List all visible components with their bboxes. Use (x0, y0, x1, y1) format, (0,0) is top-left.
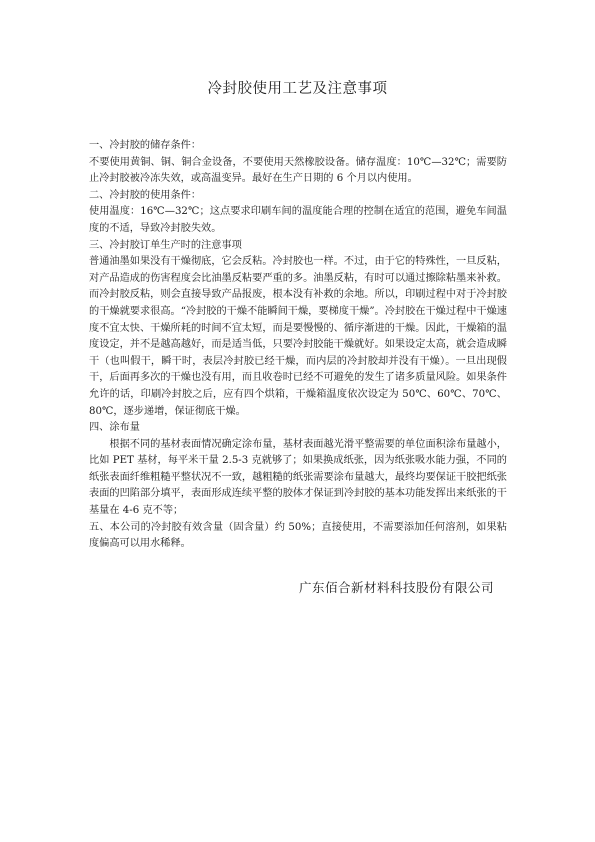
section-paragraph-content: 五、本公司的冷封胶有效含量（固含量）约 50%；直接使用，不需要添加任何溶剂，如果粘度偏高可以用水稀释。 (89, 521, 507, 550)
section-paragraph-production: 普通油墨如果没有干燥彻底，它会反粘。冷封胶也一样。不过，由于它的特殊性，一旦反粘，对产品造成的伤害程度会比油墨反粘要严重的多。油墨反粘，有时可以通过擦除粘墨来补救。而冷封胶反粘，则会直接导致产品报废，根本没有补救的余地。所以，印刷过程中对于冷封胶的干燥就要求很高。“冷封胶的干燥不能瞬间干燥，要梯度干燥”。冷封胶在干燥过程中干燥速度不宜太快、干燥所耗的时间不宜太短，而是要慢慢的、循序渐进的干燥。因此，干燥箱的温度设定，并不是越高越好，而是适当低，只要冷封胶能干燥就好。如果设定太高，就会造成瞬干（也叫假干，瞬干时，表层冷封胶已经干燥，而内层的冷封胶却并没有干燥）。一旦出现假干，后面再多次的干燥也没有用，而且收卷时已经不可避免的发生了诸多质量风险。如果条件允许的话，印刷冷封胶之后，应有四个烘箱，干燥箱温度依次设定为 50℃、60℃、70℃、80℃，逐步递增，保证彻底干燥。 (89, 256, 507, 417)
section-paragraph-coating: 根据不同的基材表面情况确定涂布量，基材表面越光滑平整需要的单位面积涂布量越小，比如 PET 基材，每平米干量 2.5-3 克就够了；如果换成纸张，因为纸张吸水能力强，不同的纸张表面纤维粗糙平整状况不一致，越粗糙的纸张需要涂布量越大，最终均要保证干胶把纸张表面的凹陷部分填平，表面形成连续平整的胶体才保证到冷封胶的基本功能发挥出来纸张的干基量在 4-6 克不等； (89, 438, 507, 517)
document-title: 冷封胶使用工艺及注意事项 (207, 81, 388, 97)
section-heading-storage: 一、冷封胶的储存条件： (89, 140, 202, 151)
section-heading-production: 三、冷封胶订单生产时的注意事项 (89, 239, 242, 251)
company-name: 广东佰合新材料科技股份有限公司 (298, 580, 494, 595)
section-heading-usage: 二、冷封胶的使用条件： (89, 189, 202, 201)
document-body (89, 138, 507, 553)
section-heading-coating: 四、涂布量 (89, 422, 140, 434)
section-paragraph-storage: 不要使用黄铜、铜、铜合金设备，不要使用天然橡胶设备。储存温度：10℃—32℃；需要防止冷封胶被冷冻失效，或高温变异。最好在生产日期的 6 个月以内使用。 (89, 156, 507, 185)
section-paragraph-usage: 使用温度：16℃—32℃；这点要求印刷车间的温度能合理的控制在适宜的范围，避免车间温度的不适，导致冷封胶失效。 (89, 206, 507, 234)
